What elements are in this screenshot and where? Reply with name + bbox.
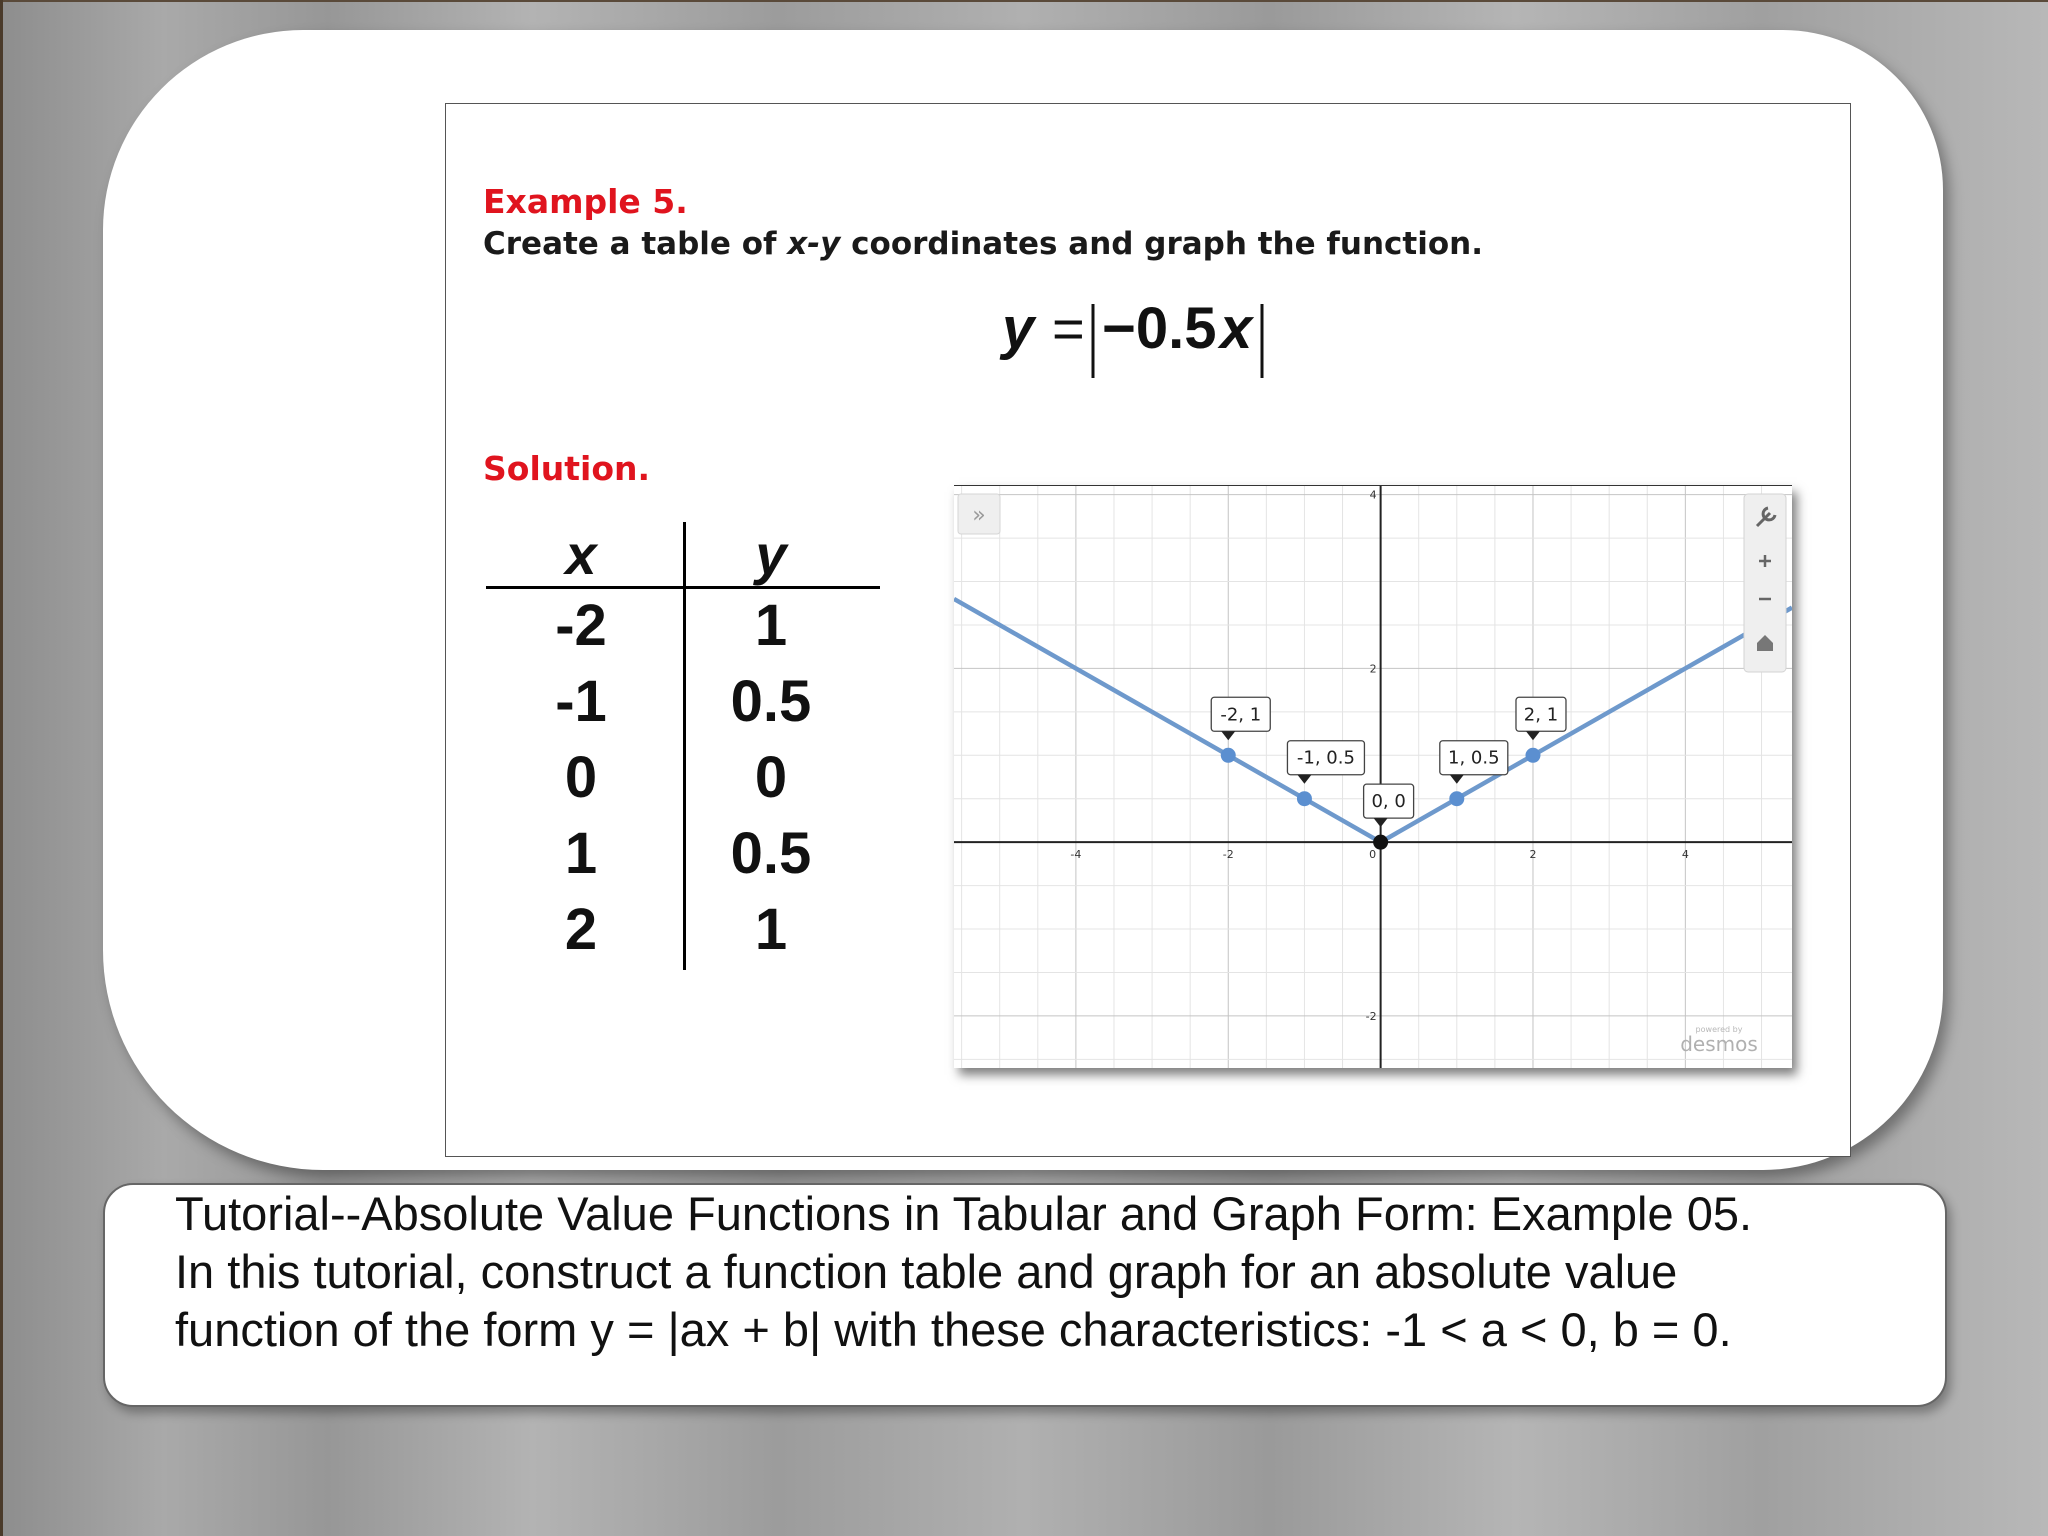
table-cell-y: 0 [754,745,788,810]
window-top-edge [0,0,2048,2]
equation-equals: = [1052,297,1085,360]
point-label-pointer [1297,775,1311,784]
equation [994,284,1294,384]
data-point[interactable] [1221,748,1236,763]
caption-line-3: function of the form y = |ax + b| with these characteristics: -1 < a < 0, b = 0. [175,1303,1732,1356]
table-cell-y: 1 [754,593,788,658]
table-cell-x: 2 [564,897,598,962]
caption-text [175,1185,1935,1359]
table-cell-y: 0.5 [730,669,812,734]
gridlines [954,486,1792,1068]
point-label: 2, 1 [1523,704,1559,726]
desmos-graph[interactable] [954,485,1792,1068]
equation-coefficient: −0.5 [1102,296,1217,361]
y-tick-label: 4 [1369,488,1377,502]
x-tick-label: 4 [1681,848,1689,862]
caption-line-2: In this tutorial, construct a function table and graph for an absolute value [175,1245,1678,1298]
x-tick-label: 0 [1369,848,1377,862]
y-tick-label: 2 [1369,662,1377,676]
graph-canvas[interactable] [954,486,1792,1068]
expand-panel-button[interactable] [958,494,1000,534]
window-left-edge [0,0,3,1536]
instructions [483,226,1483,262]
axes [954,486,1792,1068]
instructions-part1: Create a table of [483,226,788,262]
x-tick-label: 2 [1529,848,1537,862]
double-chevron-right-icon: » [972,503,986,528]
table-header-y: y [755,523,787,586]
desmos-watermark [1680,1025,1758,1056]
x-tick-label: -2 [1222,848,1234,862]
caption-card [103,1183,1947,1407]
x-tick-label: -4 [1070,848,1082,862]
point-label: 1, 0.5 [1448,747,1500,769]
y-tick-label: -2 [1365,1009,1377,1023]
watermark-powered-by: powered by [1695,1025,1743,1034]
watermark-brand: desmos [1680,1032,1758,1056]
data-point[interactable] [1297,791,1312,806]
xy-table [486,522,886,1052]
caption-line-1: Tutorial--Absolute Value Functions in Tabular and Graph Form: Example 05. [175,1187,1753,1240]
equation-lhs: y [1002,296,1035,361]
solution-label: Solution. [483,449,651,488]
slide-card [103,30,1943,1170]
point-label-pointer [1450,775,1464,784]
data-point[interactable] [1373,835,1388,850]
point-label-pointer [1374,818,1388,827]
data-point[interactable] [1449,791,1464,806]
point-label-pointer [1526,731,1540,740]
table-cell-y: 0.5 [730,821,812,886]
graph-controls[interactable] [1744,494,1786,672]
point-label-pointer [1221,731,1235,740]
point-label: -2, 1 [1220,704,1262,726]
table-header-x: x [565,523,597,586]
slide-content [445,103,1851,1157]
table-cell-x: 0 [564,745,598,810]
table-cell-x: -2 [555,593,607,658]
data-point[interactable] [1525,748,1540,763]
table-cell-x: -1 [555,669,607,734]
point-label: 0, 0 [1371,791,1406,813]
table-cell-y: 1 [754,897,788,962]
instructions-variable: x-y [787,226,841,262]
equation-variable: x [1220,296,1253,361]
instructions-part2: coordinates and graph the function. [840,226,1484,262]
point-label: -1, 0.5 [1296,747,1355,769]
table-cell-x: 1 [564,821,598,886]
example-title: Example 5. [483,182,688,221]
